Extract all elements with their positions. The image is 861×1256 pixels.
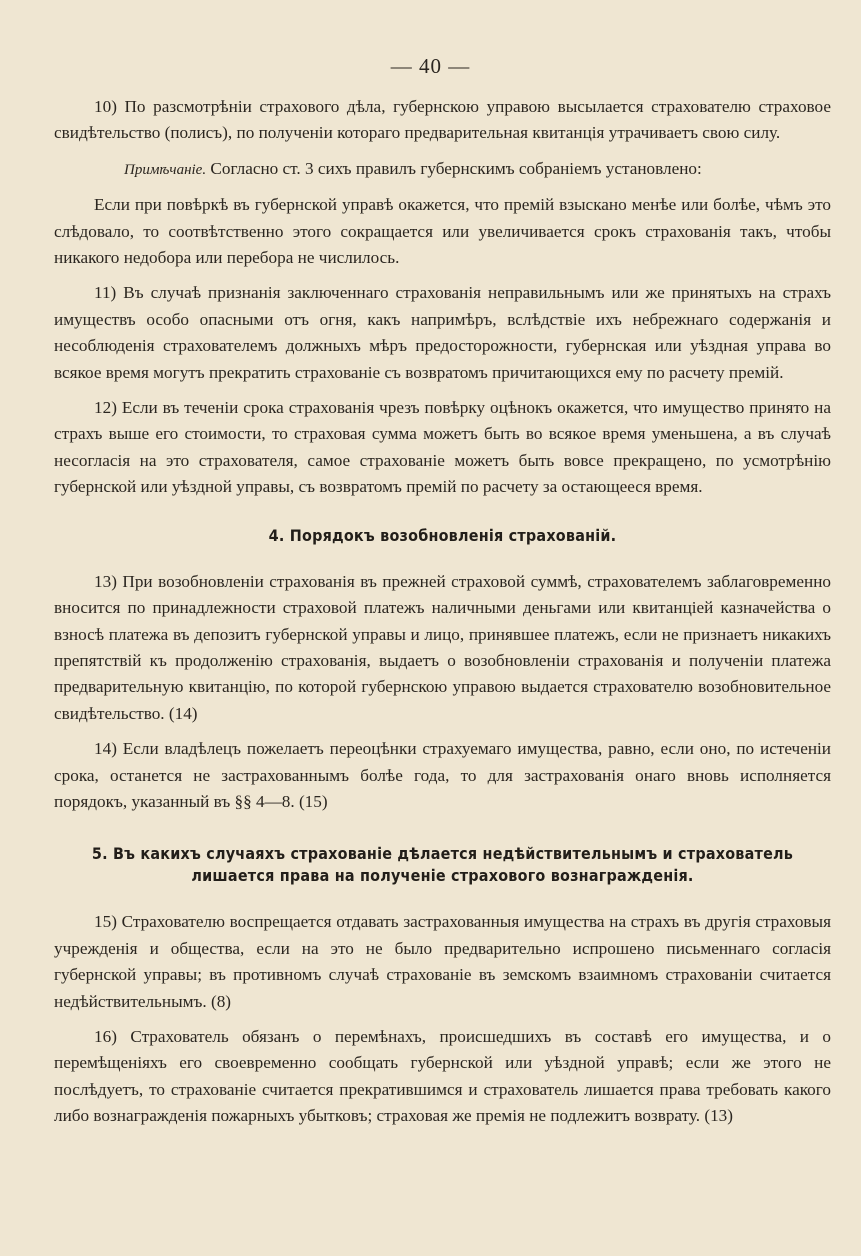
note-paragraph (54, 156, 831, 183)
paragraph-15: 15) Страхователю воспрещается отдавать застрахованныя имущества на страхъ въ другія страховыя учрежденія и общества, если на это не было предварительно испрошено письменнаго согласія губернской управы; въ противномъ случаѣ страхованіе въ земскомъ взаимномъ страхованіи считается недѣйствительнымъ. (8) (54, 912, 831, 1011)
note-label: Примѣчаніе. (124, 161, 207, 178)
page-number: — 40 — (390, 54, 471, 78)
paragraph-10: 10) По разсмотрѣніи страхового дѣла, губернскою управою высылается страхователю страховое свидѣтельство (полисъ), по полученіи котораго предварительная квитанція утрачиваетъ свою силу. (54, 97, 831, 143)
paragraph-13: 13) При возобновленіи страхованія въ прежней страховой суммѣ, страхователемъ заблаговременно вносится по принадлежности страховой платежъ наличными деньгами или квитанціей казначейства о взносѣ платежа въ депозитъ губернской управы и лицо, принявшее платежъ, если не признаетъ никакихъ препятствій къ продолженію страхованія, выдаетъ о возобновленіи страхованія и полученіи платежа предварительную квитанцію, по которой губернскою управою выдается страхователю возобновительное свидѣтельство. (14) (54, 571, 831, 723)
note-continuation: Если при повѣркѣ въ губернской управѣ окажется, что премій взыскано менѣе или болѣе, чѣмъ это слѣдовало, то соотвѣтственно этого сокращается или увеличивается срокъ страхованія такъ, чтобы никакого недобора или перебора не числилось. (54, 195, 831, 268)
paragraph-12: 12) Если въ теченіи срока страхованія чрезъ повѣрку оцѣнокъ окажется, что имущество принято на страхъ выше его стоимости, то страховая сумма можетъ быть во всякое время уменьшена, а въ случаѣ несогласія на это страхователя, самое страхованіе можетъ быть вовсе прекращено, по усмотрѣнію губернской или уѣздной управы, съ возвратомъ премій по расчету за остающееся время. (54, 398, 831, 497)
paragraph-16: 16) Страхователь обязанъ о перемѣнахъ, происшедшихъ въ составѣ его имущества, и о перемѣщеніяхъ его своевременно сообщать губернской или уѣздной управѣ; если же этого не послѣдуетъ, то страхованіе считается прекратившимся и страхователь лишается права требовать какого либо вознагражденія пожарныхъ убытковъ; страховая же премія не подлежитъ возврату. (13) (54, 1026, 831, 1126)
paragraph-11: 11) Въ случаѣ признанія заключеннаго страхованія неправильнымъ или же принятыхъ на страхъ имуществъ особо опасными отъ огня, какъ напримѣръ, вслѣдствіе ихъ небрежнаго содержанія и несоблюденія страхователемъ должныхъ мѣръ предосторожности, губернская или уѣздная управа во всякое время могутъ прекратить страхованіе съ возвратомъ причитающихся ему по расчету премій. (54, 283, 831, 382)
section-heading-5: 5. Въ какихъ случаяхъ страхованіе дѣлается недѣйствительнымъ и страхователь лишается права на полученіе страхового вознагражденія. (91, 844, 794, 886)
document-body (54, 94, 831, 1130)
paragraph-14: 14) Если владѣлецъ пожелаетъ переоцѣнки страхуемаго имущества, равно, если оно, по истеченіи срока, останется не застрахованнымъ болѣе года, то для застрахованія онаго вновь исполняется порядокъ, указанный въ §§ 4—8. (15) (54, 739, 831, 811)
section-heading-4: 4. Порядокъ возобновленія страхованій. (268, 525, 617, 545)
note-text: Согласно ст. 3 сихъ правилъ губернскимъ собраніемъ установлено: (206, 158, 702, 178)
